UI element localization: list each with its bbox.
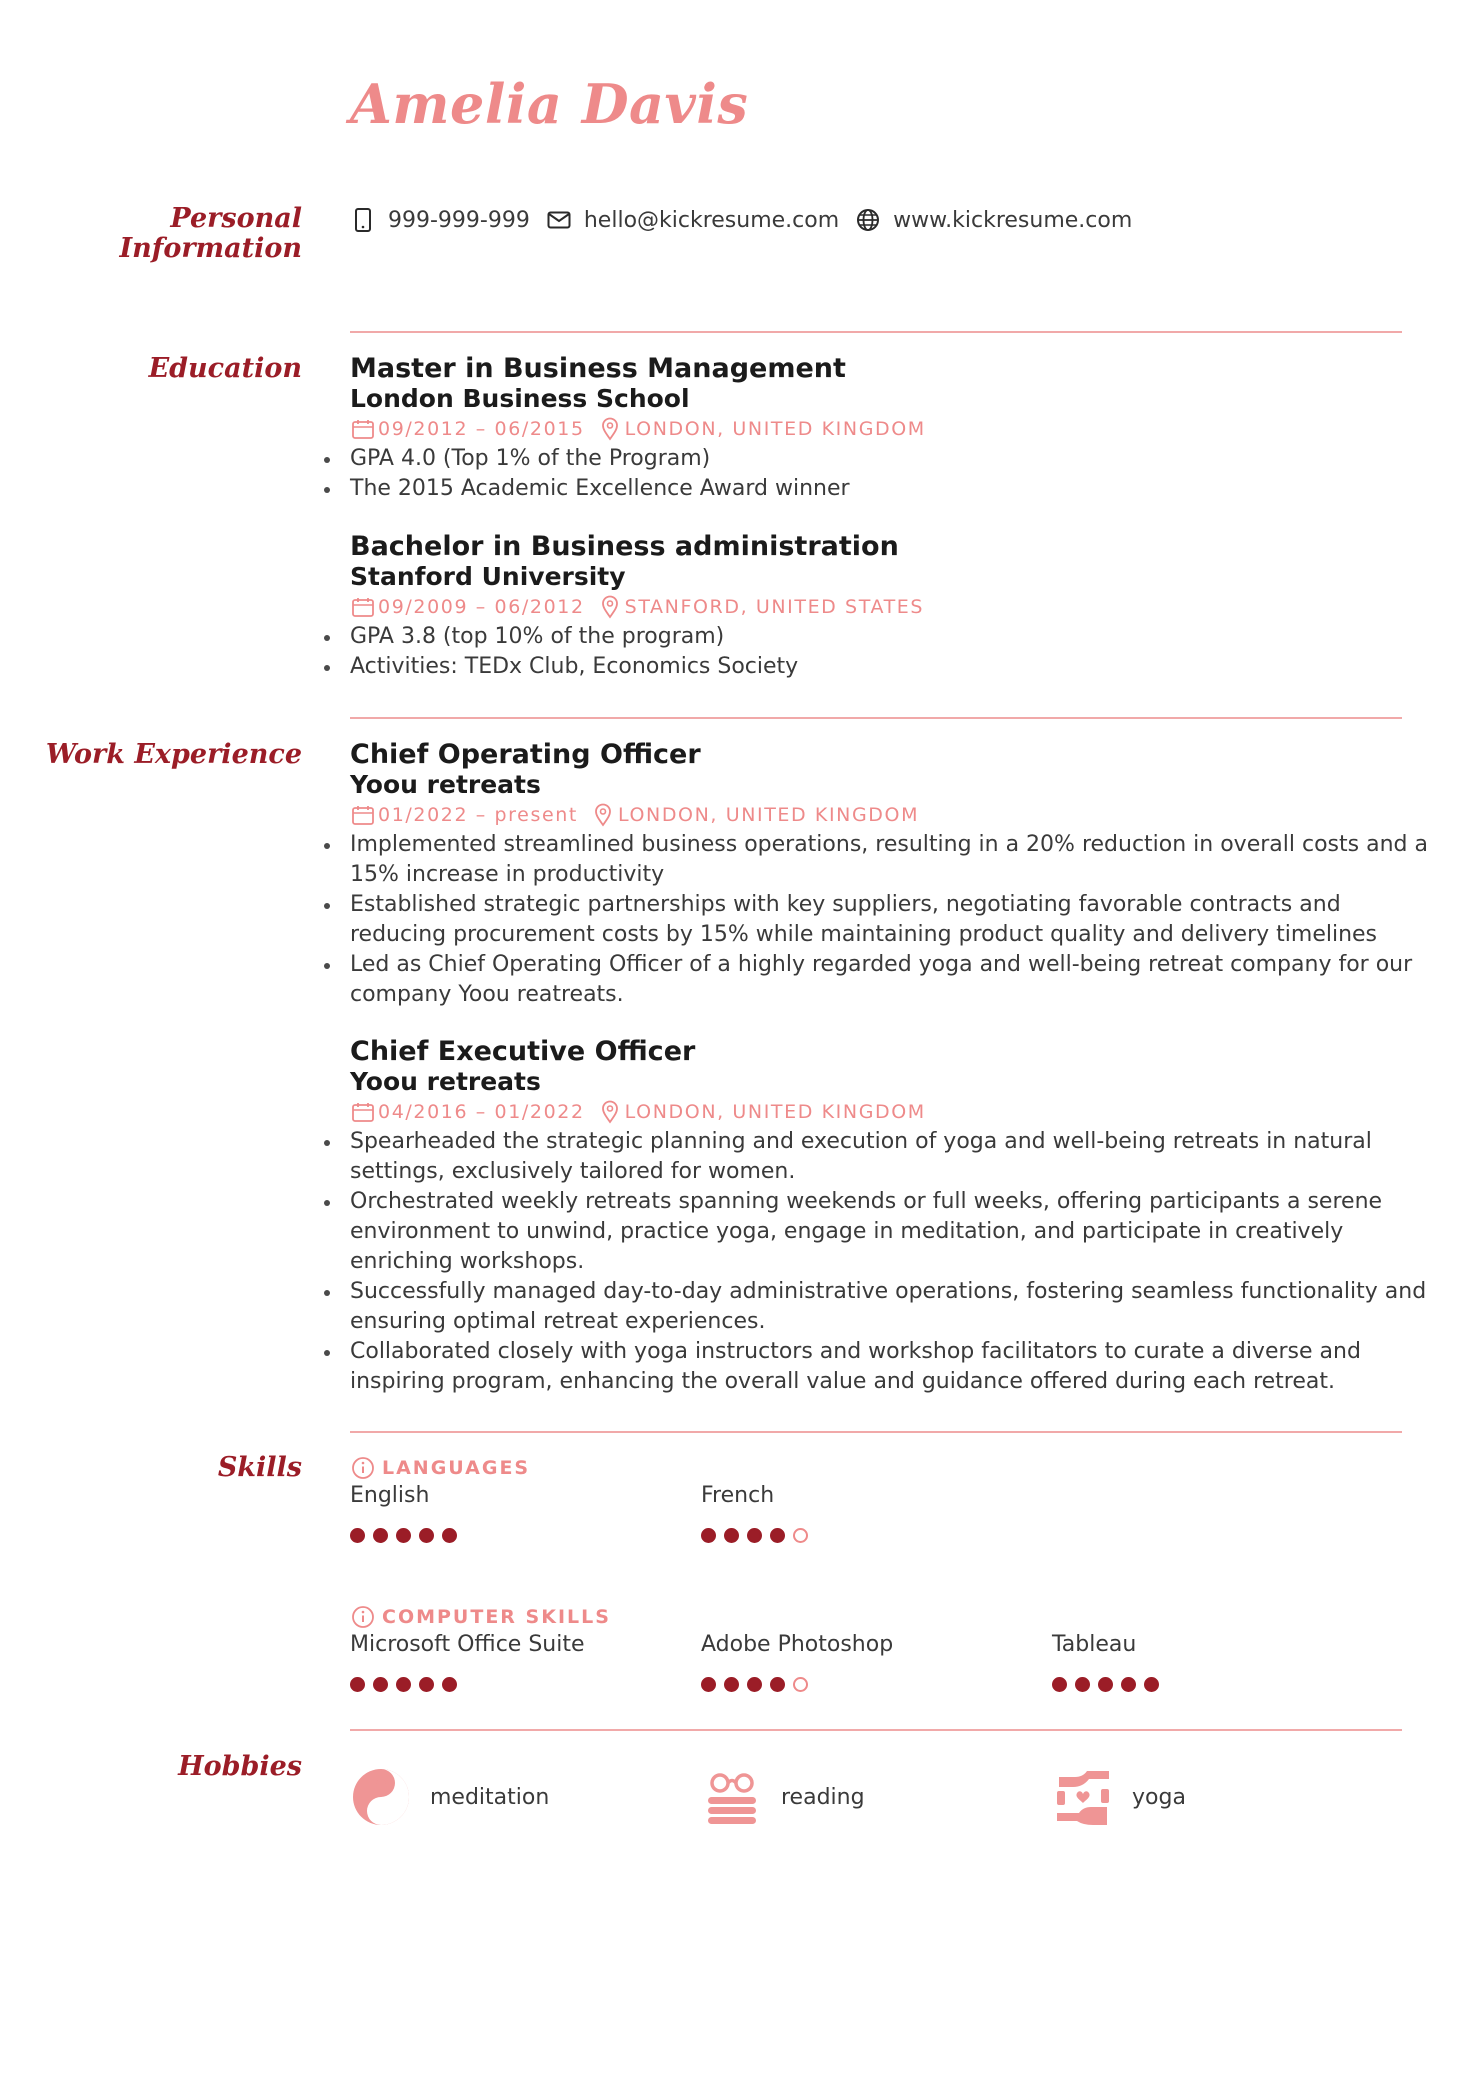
skill-category-label bbox=[350, 1453, 1410, 1483]
company-name: Yoou retreats bbox=[350, 1067, 541, 1096]
hobby-item bbox=[701, 1766, 865, 1828]
work-entry bbox=[350, 1036, 1427, 1397]
info-icon bbox=[350, 1455, 376, 1481]
section-title-work: Work Experience bbox=[45, 739, 302, 770]
section-divider bbox=[350, 1729, 1402, 1731]
rating-dot-filled bbox=[373, 1677, 388, 1692]
location-pin-icon bbox=[597, 416, 623, 442]
list-item bbox=[350, 830, 1428, 890]
rating-dot-filled bbox=[396, 1528, 411, 1543]
skill-category-label bbox=[350, 1602, 1410, 1632]
bullet-list bbox=[350, 830, 1428, 1010]
section-title-personal: Personal Information bbox=[119, 203, 302, 264]
section-title-hobbies: Hobbies bbox=[178, 1751, 302, 1782]
degree-title: Master in Business Management bbox=[350, 353, 846, 384]
bullet-line: inspiring program, enhancing the overall value and guidance offered during each retreat. bbox=[350, 1369, 1336, 1394]
bullet-line: Led as Chief Operating Officer of a highly regarded yoga and well-being retreat company for our bbox=[350, 952, 1413, 977]
bullet-line: Spearheaded the strategic planning and execution of yoga and well-being retreats in natural bbox=[350, 1129, 1372, 1154]
computer-skills-label: COMPUTER SKILLS bbox=[382, 1606, 611, 1628]
skill-name: French bbox=[701, 1483, 775, 1508]
section-title-skills: Skills bbox=[217, 1452, 302, 1483]
yin-yang-icon bbox=[350, 1766, 412, 1828]
entry-dates: 04/2016 – 01/2022 bbox=[378, 1101, 585, 1123]
calendar-icon bbox=[350, 416, 376, 442]
entry-meta bbox=[350, 1097, 1410, 1127]
company-name: Yoou retreats bbox=[350, 770, 541, 799]
email-link[interactable]: hello@kickresume.com bbox=[583, 207, 840, 233]
list-item: GPA 3.8 (top 10% of the program) bbox=[350, 622, 1410, 652]
info-icon bbox=[350, 1604, 376, 1630]
rating-dot-filled bbox=[350, 1528, 365, 1543]
rating-dot-filled bbox=[701, 1528, 716, 1543]
bullet-line: Collaborated closely with yoga instructors and workshop facilitators to curate a diverse and bbox=[350, 1339, 1361, 1364]
entry-location: STANFORD, UNITED STATES bbox=[624, 596, 925, 618]
education-entry bbox=[350, 532, 1410, 682]
rating-dot-filled bbox=[442, 1677, 457, 1692]
education-entry bbox=[350, 354, 1410, 504]
calendar-icon bbox=[350, 594, 376, 620]
calendar-icon bbox=[350, 802, 376, 828]
location-pin-icon bbox=[590, 802, 616, 828]
hobby-label: meditation bbox=[430, 1784, 550, 1810]
phone-icon bbox=[350, 207, 376, 233]
skill-name: Tableau bbox=[1052, 1632, 1137, 1657]
rating-dot-filled bbox=[770, 1528, 785, 1543]
reading-glasses-books-icon bbox=[701, 1766, 763, 1828]
entry-location: LONDON, UNITED KINGDOM bbox=[624, 1101, 926, 1123]
website-link[interactable]: www.kickresume.com bbox=[893, 207, 1133, 233]
list-item bbox=[350, 1187, 1410, 1277]
contact-row bbox=[350, 204, 1148, 236]
rating-dot-filled bbox=[419, 1677, 434, 1692]
entry-meta bbox=[350, 800, 1410, 830]
list-item: The 2015 Academic Excellence Award winner bbox=[350, 474, 1410, 504]
skill-rating bbox=[701, 1677, 816, 1692]
job-title: Chief Operating Officer bbox=[350, 739, 701, 770]
section-divider bbox=[350, 1431, 1402, 1433]
skill-name: Adobe Photoshop bbox=[701, 1632, 894, 1657]
list-item bbox=[350, 1127, 1410, 1187]
hobby-label: yoga bbox=[1132, 1784, 1186, 1810]
rating-dot-filled bbox=[419, 1528, 434, 1543]
calendar-icon bbox=[350, 1099, 376, 1125]
bullet-line: Implemented streamlined business operations, resulting in a 20% reduction in overall costs and a bbox=[350, 832, 1428, 857]
rating-dot-filled bbox=[747, 1677, 762, 1692]
rating-dot-filled bbox=[701, 1677, 716, 1692]
skill-rating bbox=[1052, 1677, 1167, 1692]
list-item: GPA 4.0 (Top 1% of the Program) bbox=[350, 444, 1410, 474]
school-name: Stanford University bbox=[350, 562, 626, 591]
location-pin-icon bbox=[597, 1099, 623, 1125]
skill-category-computer bbox=[350, 1602, 1410, 1632]
candidate-name: Amelia Davis bbox=[350, 72, 749, 136]
rating-dot-filled bbox=[724, 1677, 739, 1692]
work-entry bbox=[350, 739, 1428, 1010]
bullet-line: enriching workshops. bbox=[350, 1249, 585, 1274]
bullet-list bbox=[350, 622, 1410, 682]
entry-meta bbox=[350, 592, 1410, 622]
rating-dot-filled bbox=[724, 1528, 739, 1543]
rating-dot-filled bbox=[373, 1528, 388, 1543]
rating-dot-filled bbox=[1052, 1677, 1067, 1692]
entry-dates: 09/2009 – 06/2012 bbox=[378, 596, 585, 618]
skill-rating bbox=[701, 1528, 816, 1543]
languages-label: LANGUAGES bbox=[382, 1457, 531, 1479]
hobby-item bbox=[350, 1766, 549, 1828]
hobby-label: reading bbox=[781, 1784, 865, 1810]
bullet-line: environment to unwind, practice yoga, engage in meditation, and participate in creatively bbox=[350, 1219, 1344, 1244]
rating-dot-filled bbox=[396, 1677, 411, 1692]
section-title-education: Education bbox=[148, 353, 302, 384]
entry-location: LONDON, UNITED KINGDOM bbox=[624, 418, 926, 440]
bullet-line: 15% increase in productivity bbox=[350, 862, 665, 887]
job-title: Chief Executive Officer bbox=[350, 1036, 696, 1067]
entry-location: LONDON, UNITED KINGDOM bbox=[617, 804, 920, 826]
bullet-line: Established strategic partnerships with key suppliers, negotiating favorable contracts and bbox=[350, 892, 1341, 917]
hands-heart-icon bbox=[1052, 1766, 1114, 1828]
rating-dot-filled bbox=[350, 1677, 365, 1692]
entry-dates: 01/2022 – present bbox=[378, 804, 578, 826]
skill-rating bbox=[350, 1528, 465, 1543]
section-divider bbox=[350, 717, 1402, 719]
globe-icon bbox=[855, 207, 881, 233]
skill-rating bbox=[350, 1677, 465, 1692]
degree-title: Bachelor in Business administration bbox=[350, 531, 899, 562]
rating-dot-filled bbox=[1075, 1677, 1090, 1692]
skill-name: Microsoft Office Suite bbox=[350, 1632, 585, 1657]
location-pin-icon bbox=[597, 594, 623, 620]
bullet-list bbox=[350, 444, 1410, 504]
rating-dot-filled bbox=[1121, 1677, 1136, 1692]
bullet-line: Successfully managed day-to-day administrative operations, fostering seamless functionality and bbox=[350, 1279, 1427, 1304]
skill-category-languages bbox=[350, 1453, 1410, 1483]
bullet-line: Orchestrated weekly retreats spanning weekends or full weeks, offering participants a serene bbox=[350, 1189, 1383, 1214]
phone-number[interactable]: 999-999-999 bbox=[388, 207, 530, 233]
mail-icon bbox=[546, 207, 572, 233]
list-item: Activities: TEDx Club, Economics Society bbox=[350, 652, 1410, 682]
list-item bbox=[350, 890, 1410, 950]
entry-meta bbox=[350, 414, 1410, 444]
hobby-item bbox=[1052, 1766, 1186, 1828]
list-item bbox=[350, 1277, 1427, 1337]
rating-dot-filled bbox=[770, 1677, 785, 1692]
school-name: London Business School bbox=[350, 384, 690, 413]
list-item bbox=[350, 950, 1413, 1010]
rating-dot-filled bbox=[1098, 1677, 1113, 1692]
bullet-list bbox=[350, 1127, 1427, 1397]
bullet-line: settings, exclusively tailored for women. bbox=[350, 1159, 796, 1184]
entry-dates: 09/2012 – 06/2015 bbox=[378, 418, 585, 440]
rating-dot-empty bbox=[793, 1528, 808, 1543]
bullet-line: company Yoou reatreats. bbox=[350, 982, 624, 1007]
rating-dot-empty bbox=[793, 1677, 808, 1692]
rating-dot-filled bbox=[442, 1528, 457, 1543]
bullet-line: reducing procurement costs by 15% while maintaining product quality and delivery timelines bbox=[350, 922, 1378, 947]
bullet-line: ensuring optimal retreat experiences. bbox=[350, 1309, 766, 1334]
skill-name: English bbox=[350, 1483, 430, 1508]
rating-dot-filled bbox=[1144, 1677, 1159, 1692]
list-item bbox=[350, 1337, 1410, 1397]
rating-dot-filled bbox=[747, 1528, 762, 1543]
section-divider bbox=[350, 331, 1402, 333]
